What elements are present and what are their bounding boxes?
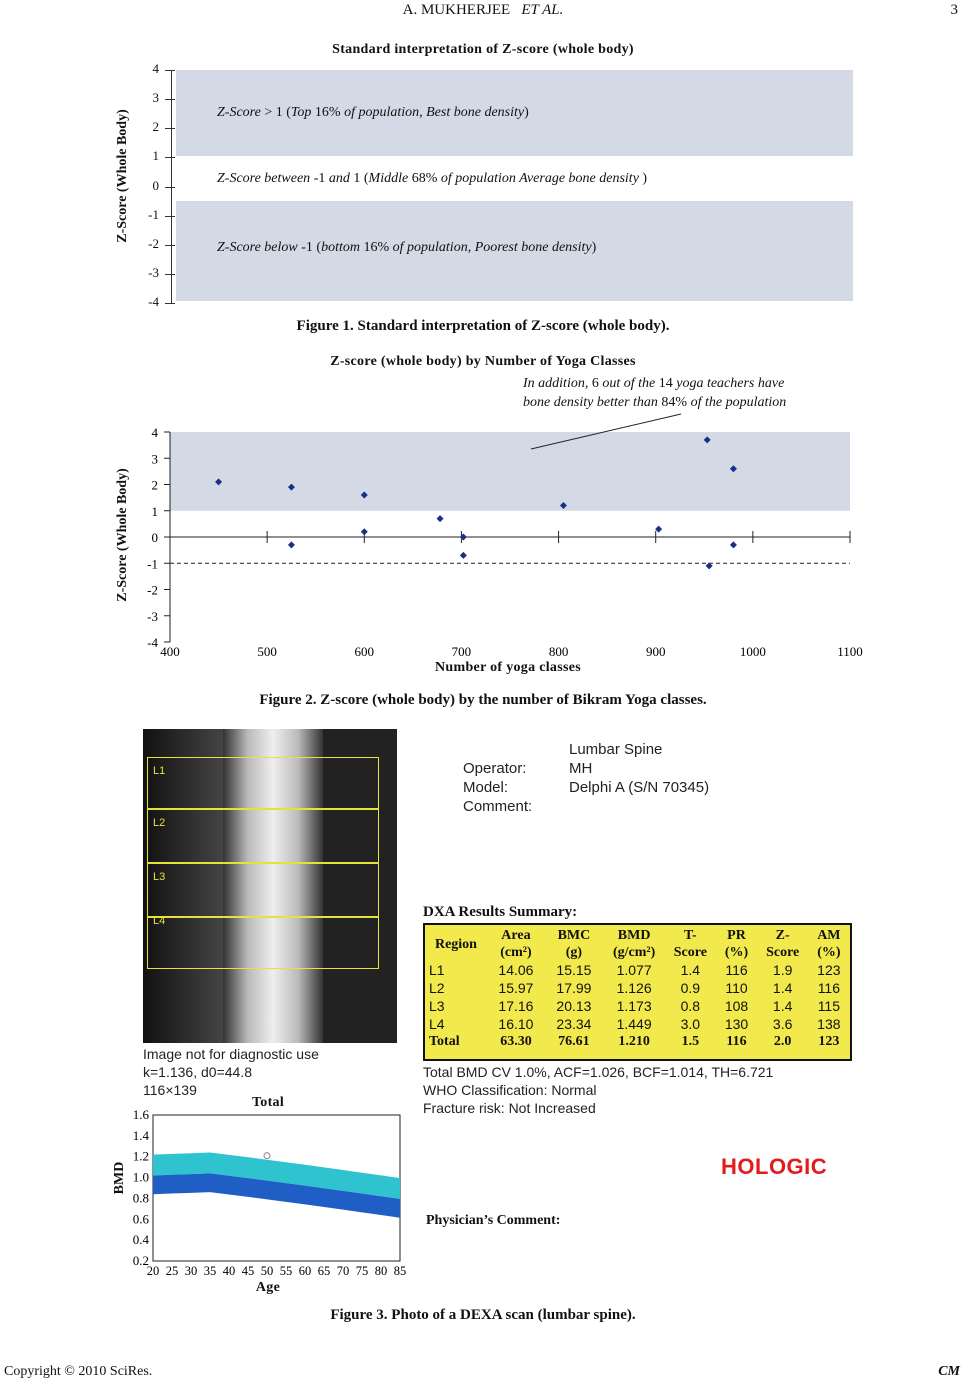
fig2-xtick-label: 1000: [739, 644, 766, 659]
fig2-xlabel: Number of yoga classes: [435, 660, 581, 675]
fig1-tick-mark: [165, 274, 175, 275]
figure-3: [113, 727, 853, 1302]
dxa-cell: 17.16: [498, 998, 534, 1014]
physician-comment-label: Physician’s Comment:: [426, 1213, 561, 1228]
ref-ytick-label: 0.6: [132, 1211, 149, 1227]
fig1-band-bottom-text: Z-Score below -1 (bottom 16% of population, Poorest bone density): [217, 240, 597, 255]
bmd-reference-chart: [113, 1095, 413, 1302]
dxa-cell: 1.077: [616, 962, 652, 978]
scan-info: [463, 740, 709, 816]
dxa-cell: L4: [429, 1016, 445, 1032]
k-line: k=1.136, d0=44.8: [143, 1064, 252, 1080]
fig2-ytick-label: 4: [151, 425, 158, 440]
ref-xtick-label: 40: [222, 1264, 236, 1278]
page-footer: [0, 1364, 966, 1386]
fig2-title: Z-score (whole body) by Number of Yoga Classes: [330, 354, 636, 369]
dxa-cell: 1.9: [772, 962, 793, 978]
ref-chart-title: Total: [251, 1095, 285, 1110]
dxa-cell: 1.126: [616, 980, 652, 996]
image-note: [143, 1045, 319, 1099]
ref-xtick-label: 35: [203, 1264, 217, 1278]
dxa-cell: 3.0: [680, 1016, 701, 1032]
dxa-cell: 3.6: [772, 1016, 793, 1032]
fig1-caption: Figure 1. Standard interpretation of Z-score (whole body).: [296, 318, 670, 334]
fig1-tick-mark: [165, 216, 175, 217]
fig1-tick-mark: [165, 245, 175, 246]
patient-marker: [264, 1153, 270, 1159]
dxa-total-cell: 1.5: [681, 1034, 700, 1049]
fig2-plot: [113, 352, 863, 682]
ref-xtick-label: 50: [260, 1264, 274, 1278]
label-l4: L4: [153, 915, 166, 927]
ref-chart-ylabel: BMD: [112, 1161, 127, 1195]
dxa-cell: 15.15: [556, 962, 592, 978]
image-note-text: Image not for diagnostic use: [143, 1046, 319, 1062]
study-name: Lumbar Spine: [569, 741, 663, 758]
dexa-scan-image: [143, 729, 397, 1043]
comment-row: Comment:: [463, 798, 533, 815]
dxa-cell: 17.99: [556, 980, 592, 996]
figure-1: [113, 38, 853, 313]
dxa-header-cell: BMC (g): [557, 928, 591, 960]
fig3-caption: Figure 3. Photo of a DEXA scan (lumbar spine).: [330, 1307, 636, 1323]
dxa-header-row: [425, 925, 850, 961]
ref-xtick-label: 30: [184, 1264, 198, 1278]
dxa-total-cell: 1.210: [618, 1034, 650, 1049]
label-l2: L2: [153, 817, 166, 829]
fig2-data-point: [460, 534, 467, 541]
ref-xtick-label: 45: [241, 1264, 255, 1278]
fig2-ytick-label: 3: [151, 451, 158, 467]
fig2-ytick-label: -1: [147, 556, 158, 572]
dxa-cell: 0.8: [680, 998, 701, 1014]
dxa-total-row: [425, 1033, 850, 1051]
dxa-cell: 1.4: [772, 998, 793, 1014]
size-line: 116×139: [143, 1082, 197, 1098]
dxa-cell: 20.13: [556, 998, 592, 1014]
ref-ytick-label: 0.4: [132, 1232, 149, 1248]
dxa-total-cell: 76.61: [558, 1034, 590, 1049]
ref-xtick-label: 60: [298, 1264, 312, 1278]
dxa-cell: 130: [724, 1016, 749, 1032]
dxa-total-cell: Total: [429, 1034, 460, 1049]
dxa-cell: 0.9: [680, 980, 701, 996]
fig1-tick-mark: [165, 187, 175, 188]
fig2-xtick-label: 500: [257, 644, 277, 659]
dxa-cell: 108: [724, 998, 749, 1014]
fig2-shaded-band: [170, 432, 850, 511]
dxa-cell: 123: [817, 962, 841, 978]
dxa-cell: 1.4: [772, 980, 793, 996]
fig1-tick-mark: [165, 157, 175, 158]
fig2-caption: Figure 2. Z-score (whole body) by the number of Bikram Yoga classes.: [259, 692, 707, 708]
result-note-line: WHO Classification: Normal: [423, 1082, 597, 1098]
fig2-ytick-label: 2: [151, 477, 158, 493]
fig1-tick-label: 4: [152, 61, 159, 76]
dxa-cell: 116: [725, 962, 748, 978]
fig2-data-point: [437, 515, 444, 522]
dxa-total-cell: 2.0: [773, 1034, 792, 1049]
dxa-header-cell: Area (cm²): [500, 928, 532, 960]
fig1-title: Standard interpretation of Z-score (whole body): [332, 42, 634, 57]
dxa-cell: L1: [429, 962, 445, 978]
fig1-tick-label: -2: [148, 235, 159, 251]
fig1-tick-mark: [165, 128, 175, 129]
journal-abbrev: CM: [938, 1364, 960, 1379]
dxa-cell: L2: [429, 980, 445, 996]
fig2-xtick-label: 600: [354, 644, 375, 659]
dxa-total-cell: 63.30: [500, 1034, 532, 1049]
fig1-ylabel: Z-Score (Whole Body): [115, 109, 130, 243]
result-note-line: Fracture risk: Not Increased: [423, 1100, 596, 1116]
result-note-line: Total BMD CV 1.0%, ACF=1.026, BCF=1.014, TH=6.721: [423, 1064, 774, 1080]
fig1-tick-label: -4: [148, 294, 159, 309]
roi-box-l2: [147, 809, 379, 863]
fig1-tick-mark: [165, 99, 175, 100]
ref-xtick-label: 55: [279, 1264, 293, 1278]
ref-xtick-label: 85: [393, 1264, 407, 1278]
fig2-data-point: [361, 528, 368, 535]
ref-ytick-label: 0.8: [132, 1190, 149, 1206]
summary-title: DXA Results Summary:: [423, 904, 578, 920]
fig2-xtick-label: 900: [645, 644, 666, 659]
fig2-xtick-label: 800: [548, 644, 569, 659]
fig2-data-point: [288, 541, 295, 548]
fig2-ytick-label: -3: [147, 608, 158, 624]
fig2-ylabel: Z-Score (Whole Body): [115, 468, 130, 602]
fig2-ytick-label: 0: [151, 530, 158, 545]
fig2-ytick-label: -4: [147, 635, 158, 650]
fig1-band-mid-text: Z-Score between -1 and 1 (Middle 68% of population Average bone density ): [217, 171, 648, 186]
ref-chart-plot: [113, 1095, 413, 1302]
ref-ytick-label: 1.0: [132, 1169, 149, 1185]
dxa-cell: 138: [817, 1016, 841, 1032]
roi-box-l3: [147, 863, 379, 917]
dxa-header-cell: AM (%): [817, 928, 841, 960]
hologic-logo: HOLOGIC: [721, 1154, 828, 1179]
dxa-cell: 23.34: [556, 1016, 592, 1032]
dxa-total-cell: 123: [818, 1034, 840, 1049]
fig2-data-point: [460, 552, 467, 559]
dxa-results-table: [425, 925, 850, 1051]
fig1-tick-label: 1: [152, 148, 159, 164]
fig1-tick-label: 3: [152, 90, 159, 106]
dxa-header-cell: PR (%): [724, 928, 749, 960]
dxa-table-wrap: [423, 923, 852, 1061]
fig1-tick-label: -1: [148, 206, 159, 222]
fig1-tick-label: -3: [148, 264, 159, 280]
dxa-header-cell: T- Score: [673, 928, 707, 960]
ref-ytick-label: 1.4: [132, 1127, 149, 1143]
fig2-ytick-label: 1: [151, 503, 158, 519]
dxa-cell: L3: [429, 998, 445, 1014]
ref-xtick-label: 25: [165, 1264, 179, 1278]
model-row: Model: Delphi A (S/N 70345): [463, 779, 710, 796]
dxa-cell: 1.4: [680, 962, 701, 978]
operator-row: Operator: MH: [463, 760, 593, 777]
dxa-cell: 1.173: [616, 998, 652, 1014]
fig2-annotation-line1: In addition, 6 out of the 14 yoga teachers have: [523, 376, 785, 391]
dxa-header-cell: Region: [434, 936, 477, 952]
roi-box-l1: [147, 757, 379, 809]
ref-xtick-label: 70: [336, 1264, 350, 1278]
fig1-band-top-text: Z-Score > 1 (Top 16% of population, Best bone density): [217, 105, 529, 120]
ref-chart-xlabel: Age: [255, 1280, 281, 1295]
fig2-xtick-label: 1100: [837, 644, 863, 659]
dxa-row: [425, 997, 850, 1015]
dxa-row: [425, 1015, 850, 1033]
dxa-cell: 116: [817, 980, 841, 996]
fig1-tick-label: 2: [152, 119, 159, 135]
dxa-header-cell: BMD (g/cm²): [612, 928, 656, 960]
dxa-cell: 15.97: [498, 980, 534, 996]
fig1-tick-mark: [165, 303, 175, 304]
fig1-tick-label: 0: [152, 177, 159, 193]
running-header: [0, 0, 966, 22]
dxa-row: [425, 961, 850, 979]
dxa-cell: 115: [817, 998, 841, 1014]
dxa-cell: 110: [725, 980, 748, 996]
figure-2: [113, 352, 863, 682]
fig2-data-point: [730, 541, 737, 548]
roi-box-l4: [147, 917, 379, 969]
ref-ytick-label: 1.2: [132, 1148, 149, 1164]
result-notes: [423, 1063, 773, 1117]
fig2-xtick-label: 400: [160, 644, 180, 659]
ref-xtick-label: 65: [317, 1264, 331, 1278]
copyright: Copyright © 2010 SciRes.: [4, 1364, 153, 1379]
header-author: A. MUKHERJEE ET AL.: [402, 2, 564, 18]
ref-xtick-label: 80: [374, 1264, 388, 1278]
ref-ytick-label: 0.2: [132, 1253, 149, 1268]
ref-xtick-label: 75: [355, 1264, 369, 1278]
dxa-total-cell: 116: [726, 1034, 747, 1049]
label-l3: L3: [153, 871, 166, 883]
fig1-tick-mark: [165, 70, 175, 71]
dxa-row: [425, 979, 850, 997]
fig2-xtick-label: 700: [451, 644, 472, 659]
page-number: 3: [950, 2, 958, 18]
dxa-cell: 14.06: [498, 962, 534, 978]
dxa-header-cell: Z- Score: [766, 928, 800, 960]
fig2-ytick-label: -2: [147, 582, 158, 598]
dxa-cell: 1.449: [616, 1016, 652, 1032]
ref-ytick-label: 1.6: [132, 1107, 149, 1122]
fig2-annotation-line2: bone density better than 84% of the population: [523, 395, 787, 410]
label-l1: L1: [153, 765, 166, 777]
dxa-cell: 16.10: [498, 1016, 534, 1032]
ref-xtick-label: 20: [146, 1264, 160, 1278]
